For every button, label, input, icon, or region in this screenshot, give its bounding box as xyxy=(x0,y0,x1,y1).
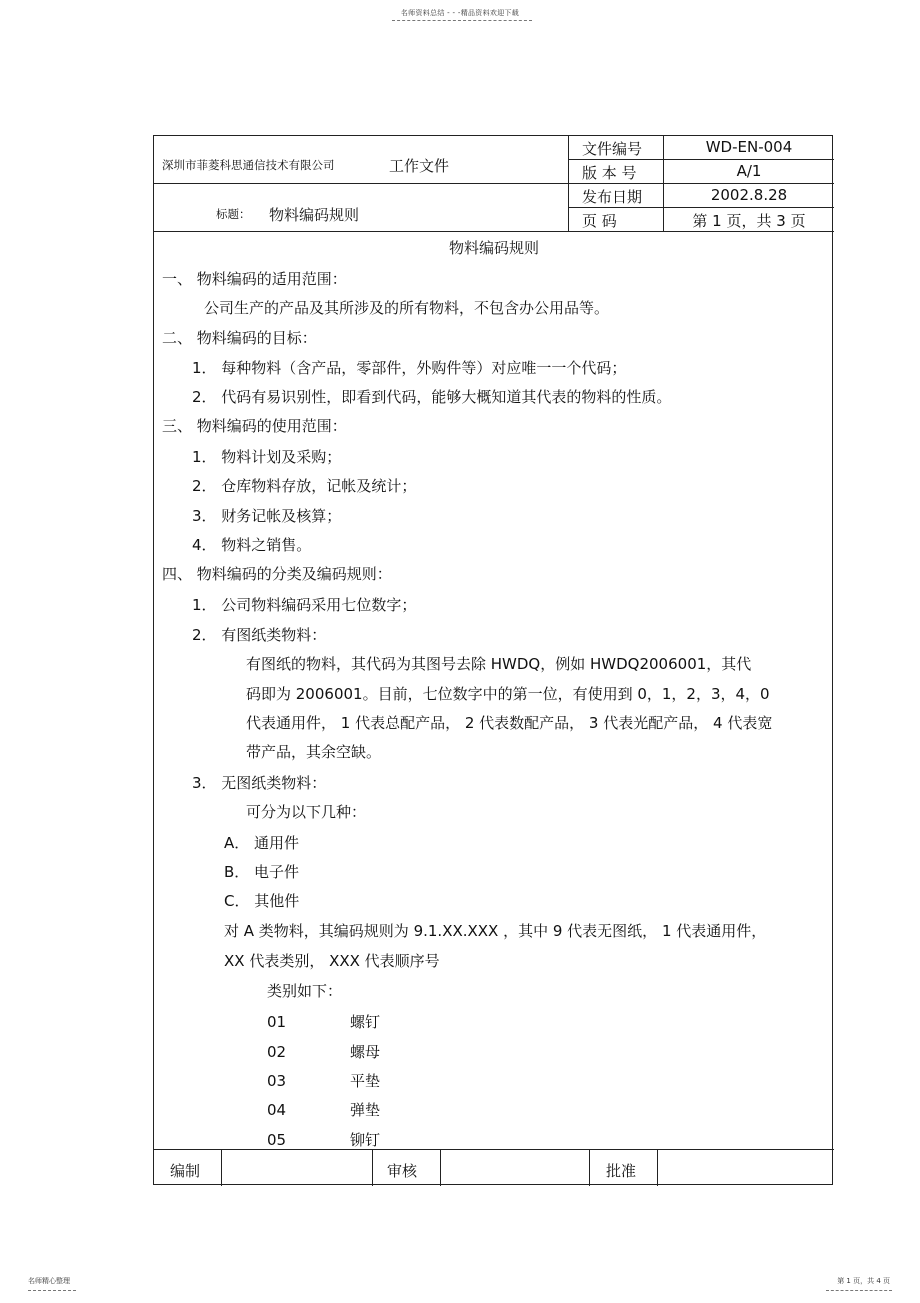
paragraph-line: 可分为以下几种： xyxy=(246,803,367,821)
signature-divider xyxy=(440,1149,441,1186)
list-item: 1． 物料计划及采购； xyxy=(192,448,342,466)
approved-by-label: 批准 xyxy=(606,1162,637,1180)
signature-divider xyxy=(221,1149,222,1186)
category-code: 05 xyxy=(267,1131,287,1149)
company-name: 深圳市菲菱科思通信技术有限公司 xyxy=(162,158,335,172)
paragraph-line: 码即为 2006001。目前，七位数字中的第一位，有使用到 0，1，2，3，4，0 xyxy=(246,685,770,703)
header-bottom-line xyxy=(154,231,834,232)
signature-divider xyxy=(657,1149,658,1186)
paragraph-line: 对 A 类物料，其编码规则为 9.1.XX.XXX ，其中 9 代表无图纸， 1 代表通用件， xyxy=(224,922,767,940)
paragraph-line: 公司生产的产品及其所涉及的所有物料，不包含办公用品等。 xyxy=(204,299,610,317)
category-name: 螺母 xyxy=(350,1043,381,1061)
paragraph-line: 有图纸的物料，其代码为其图号去除 HWDQ，例如 HWDQ2006001，其代 xyxy=(246,655,752,673)
page-label: 页 码 xyxy=(582,212,617,230)
watermark-footer-left: 名师精心整理 xyxy=(28,1277,70,1285)
footer-dots xyxy=(28,1290,76,1291)
version-label: 版 本 号 xyxy=(582,164,637,182)
category-code: 02 xyxy=(267,1043,287,1061)
document-type: 工作文件 xyxy=(389,157,450,175)
category-name: 弹垫 xyxy=(350,1101,381,1119)
list-item: 2． 有图纸类物料： xyxy=(192,626,327,644)
page-value: 第 1 页，共 3 页 xyxy=(692,212,806,230)
watermark-dots xyxy=(392,20,532,21)
document-title: 物料编码规则 xyxy=(269,206,360,224)
document-form xyxy=(153,135,833,1185)
category-code: 01 xyxy=(267,1013,287,1031)
section-heading: 四、 物料编码的分类及编码规则： xyxy=(162,565,392,583)
footer-dots xyxy=(826,1290,892,1291)
category-name: 铆钉 xyxy=(350,1131,381,1149)
paragraph-line: XX 代表类别， XXX 代表顺序号 xyxy=(224,952,440,970)
meta-divider xyxy=(568,207,834,208)
reviewed-by-label: 审核 xyxy=(387,1162,418,1180)
category-intro: 类别如下： xyxy=(267,982,343,1000)
prepared-by-label: 编制 xyxy=(170,1162,201,1180)
list-item: 1． 每种物料（含产品，零部件，外购件等）对应唯一一个代码； xyxy=(192,359,627,377)
sub-item: C． 其他件 xyxy=(224,892,300,910)
category-code: 04 xyxy=(267,1101,287,1119)
list-item: 1． 公司物料编码采用七位数字； xyxy=(192,596,417,614)
signature-divider xyxy=(589,1149,590,1186)
version-value: A/1 xyxy=(736,162,762,180)
category-code: 03 xyxy=(267,1072,287,1090)
header-divider xyxy=(154,183,834,184)
meta-divider xyxy=(568,159,834,160)
list-item: 4． 物料之销售。 xyxy=(192,536,312,554)
list-item: 2． 代码有易识别性，即看到代码，能够大概知道其代表的物料的性质。 xyxy=(192,388,672,406)
signature-divider xyxy=(372,1149,373,1186)
release-date-label: 发布日期 xyxy=(582,188,643,206)
paragraph-line: 代表通用件， 1 代表总配产品， 2 代表数配产品， 3 代表光配产品， 4 代表宽 xyxy=(246,714,773,732)
category-name: 平垫 xyxy=(350,1072,381,1090)
content-heading: 物料编码规则 xyxy=(448,239,539,257)
section-heading: 一、 物料编码的适用范围： xyxy=(162,270,347,288)
sub-item: B． 电子件 xyxy=(224,863,300,881)
meta-left-border xyxy=(568,136,569,231)
paragraph-line: 带产品，其余空缺。 xyxy=(246,743,382,761)
release-date-value: 2002.8.28 xyxy=(710,186,788,204)
title-label: 标题： xyxy=(216,207,251,221)
doc-number-label: 文件编号 xyxy=(582,140,643,158)
list-item: 3． 财务记帐及核算； xyxy=(192,507,342,525)
section-heading: 二、 物料编码的目标： xyxy=(162,329,317,347)
section-heading: 三、 物料编码的使用范围： xyxy=(162,417,347,435)
sub-item: A． 通用件 xyxy=(224,834,300,852)
list-item: 2． 仓库物料存放，记帐及统计； xyxy=(192,477,417,495)
signature-row-line xyxy=(154,1149,834,1150)
watermark-footer-right: 第 1 页，共 4 页 xyxy=(837,1277,890,1285)
doc-number-value: WD-EN-004 xyxy=(705,138,793,156)
list-item: 3． 无图纸类物料： xyxy=(192,774,327,792)
watermark-header: 名师资料总结 - - -精品资料欢迎下载 xyxy=(400,9,520,17)
category-name: 螺钉 xyxy=(350,1013,381,1031)
